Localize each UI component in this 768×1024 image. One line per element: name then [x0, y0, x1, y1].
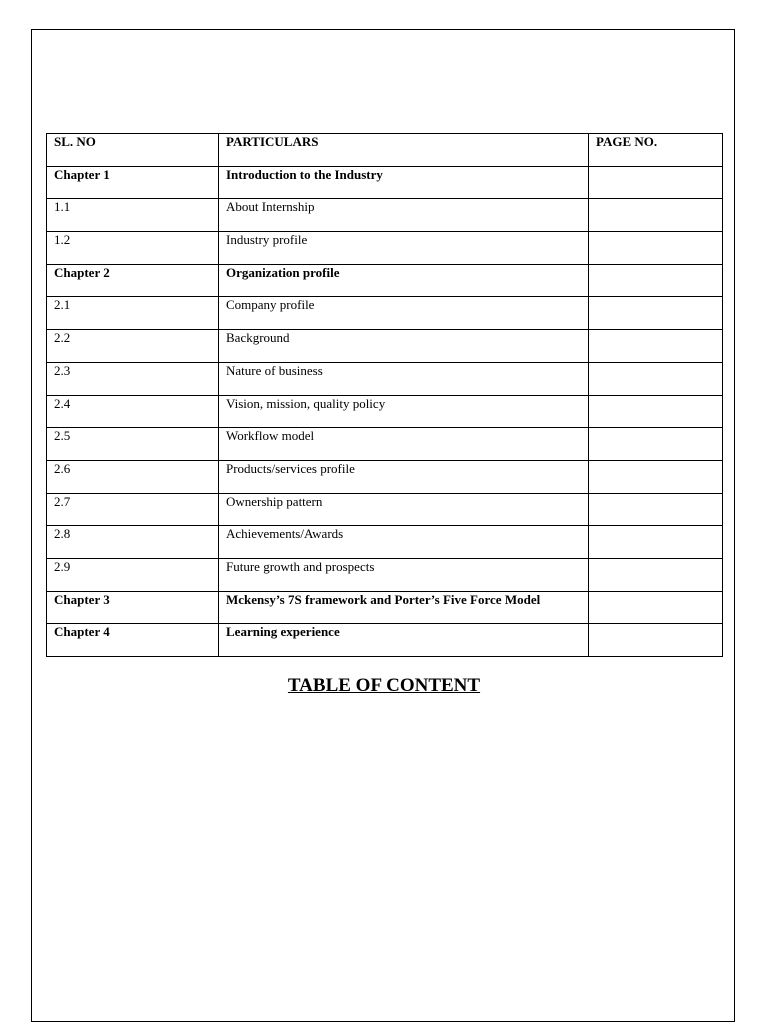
- sl-cell: 2.9: [47, 558, 219, 591]
- sl-cell: Chapter 4: [47, 624, 219, 657]
- particulars-cell: Achievements/Awards: [219, 526, 589, 559]
- sl-cell: Chapter 3: [47, 591, 219, 624]
- page-cell: [589, 297, 723, 330]
- sl-cell: 1.1: [47, 199, 219, 232]
- particulars-cell: Ownership pattern: [219, 493, 589, 526]
- table-row: [47, 624, 723, 657]
- table-row: [47, 199, 723, 232]
- page-cell: [589, 558, 723, 591]
- sl-cell: 2.6: [47, 460, 219, 493]
- particulars-cell: Organization profile: [219, 264, 589, 297]
- table-row: [47, 460, 723, 493]
- page-cell: [589, 199, 723, 232]
- sl-cell: 2.3: [47, 362, 219, 395]
- page-cell: [589, 526, 723, 559]
- table-row: [47, 526, 723, 559]
- table-row: [47, 297, 723, 330]
- sl-cell: Chapter 2: [47, 264, 219, 297]
- document-title: TABLE OF CONTENT: [287, 675, 481, 696]
- particulars-cell: Vision, mission, quality policy: [219, 395, 589, 428]
- particulars-cell: Products/services profile: [219, 460, 589, 493]
- page-cell: [589, 428, 723, 461]
- particulars-cell: Workflow model: [219, 428, 589, 461]
- particulars-cell: About Internship: [219, 199, 589, 232]
- sl-cell: 2.1: [47, 297, 219, 330]
- table-row: [47, 232, 723, 265]
- table-row: [47, 395, 723, 428]
- page-cell: [589, 591, 723, 624]
- table-row: [47, 493, 723, 526]
- header-page-no: PAGE NO.: [589, 134, 723, 167]
- particulars-cell: Nature of business: [219, 362, 589, 395]
- header-sl-no: SL. NO: [47, 134, 219, 167]
- page-cell: [589, 330, 723, 363]
- sl-cell: 2.7: [47, 493, 219, 526]
- sl-cell: 1.2: [47, 232, 219, 265]
- table-row: [47, 330, 723, 363]
- page-cell: [589, 493, 723, 526]
- particulars-cell: Background: [219, 330, 589, 363]
- particulars-cell: Mckensy’s 7S framework and Porter’s Five Force Model: [219, 591, 589, 624]
- page-cell: [589, 460, 723, 493]
- page-cell: [589, 264, 723, 297]
- sl-cell: 2.5: [47, 428, 219, 461]
- table-row: [47, 558, 723, 591]
- sl-cell: 2.2: [47, 330, 219, 363]
- table-row: [47, 166, 723, 199]
- table-row: [47, 591, 723, 624]
- header-particulars: PARTICULARS: [219, 134, 589, 167]
- table-of-contents: [46, 133, 723, 657]
- sl-cell: 2.8: [47, 526, 219, 559]
- page-cell: [589, 362, 723, 395]
- table-row: [47, 362, 723, 395]
- particulars-cell: Introduction to the Industry: [219, 166, 589, 199]
- sl-cell: 2.4: [47, 395, 219, 428]
- sl-cell: Chapter 1: [47, 166, 219, 199]
- table-row: [47, 428, 723, 461]
- page-cell: [589, 624, 723, 657]
- particulars-cell: Learning experience: [219, 624, 589, 657]
- page-cell: [589, 166, 723, 199]
- page-cell: [589, 395, 723, 428]
- particulars-cell: Industry profile: [219, 232, 589, 265]
- particulars-cell: Future growth and prospects: [219, 558, 589, 591]
- table-header-row: [47, 134, 723, 167]
- table-row: [47, 264, 723, 297]
- particulars-cell: Company profile: [219, 297, 589, 330]
- page-cell: [589, 232, 723, 265]
